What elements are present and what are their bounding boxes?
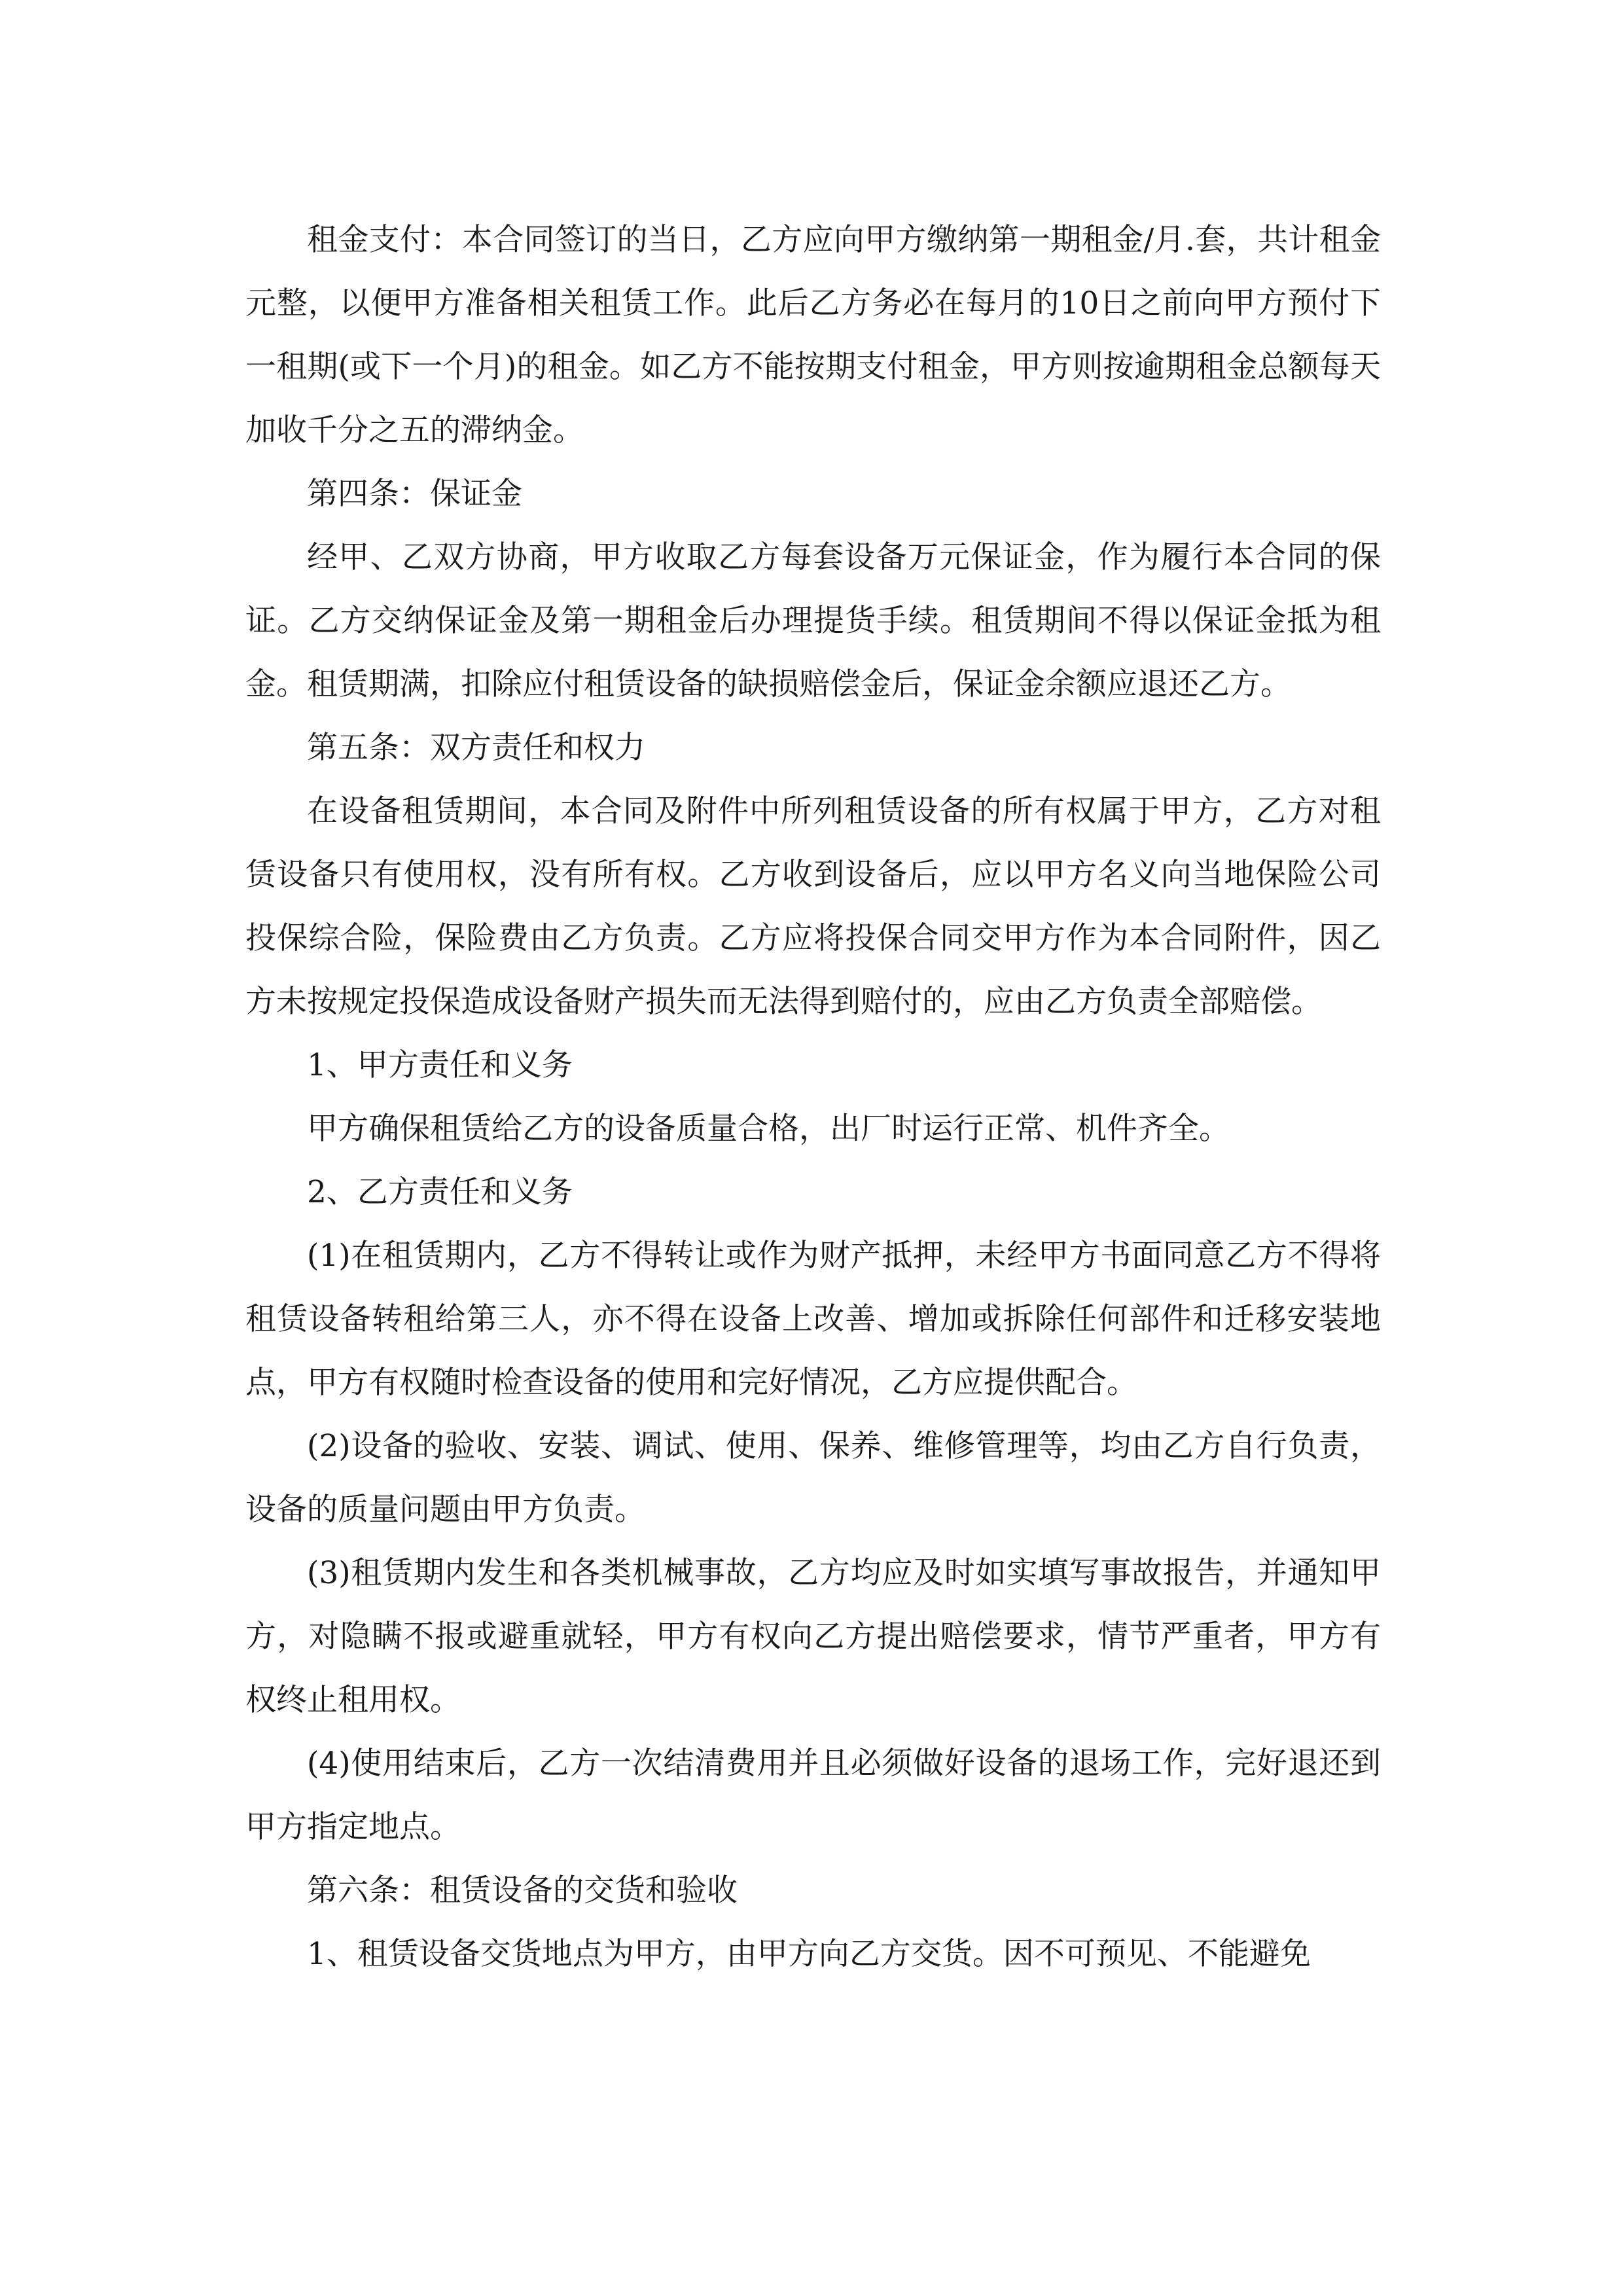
- paragraph-rent-payment: 租金支付：本合同签订的当日，乙方应向甲方缴纳第一期租金/月.套，共计租金元整，以便甲方准备相关租赁工作。此后乙方务必在每月的10日之前向甲方预付下一租期(或下一个月)的租金。如乙方不能按期支付租金，甲方则按逾期租金总额每天加收千分之五的滞纳金。: [245, 222, 1381, 448]
- paragraph-clause-1: (1)在租赁期内，乙方不得转让或作为财产抵押，未经甲方书面同意乙方不得将租赁设备转租给第三人，亦不得在设备上改善、增加或拆除任何部件和迁移安装地点，甲方有权随时检查设备的使用和完好情况，乙方应提供配合。: [245, 1238, 1381, 1401]
- heading-party-b-duties: 2、乙方责任和义务: [307, 1174, 573, 1210]
- paragraph-delivery: 1、租赁设备交货地点为甲方，由甲方向乙方交货。因不可预见、不能避免: [307, 1936, 1311, 1972]
- paragraph-ownership: 在设备租赁期间，本合同及附件中所列租赁设备的所有权属于甲方，乙方对租赁设备只有使用权，没有所有权。乙方收到设备后，应以甲方名义向当地保险公司投保综合险，保险费由乙方负责。乙方应将投保合同交甲方作为本合同附件，因乙方未按规定投保造成设备财产损失而无法得到赔付的，应由乙方负责全部赔偿。: [245, 793, 1381, 1020]
- heading-party-a-duties: 1、甲方责任和义务: [307, 1047, 573, 1083]
- heading-article-4: 第四条：保证金: [307, 476, 522, 512]
- paragraph-clause-3: (3)租赁期内发生和各类机械事故，乙方均应及时如实填写事故报告，并通知甲方，对隐瞒不报或避重就轻，甲方有权向乙方提出赔偿要求，情节严重者，甲方有权终止租用权。: [245, 1555, 1381, 1718]
- paragraph-party-a-guarantee: 甲方确保租赁给乙方的设备质量合格，出厂时运行正常、机件齐全。: [307, 1111, 1230, 1147]
- document-body: [245, 208, 1381, 1986]
- heading-article-6: 第六条：租赁设备的交货和验收: [307, 1873, 738, 1909]
- paragraph-clause-2: (2)设备的验收、安装、调试、使用、保养、维修管理等，均由乙方自行负责，设备的质量问题由甲方负责。: [245, 1428, 1381, 1528]
- paragraph-deposit: 经甲、乙双方协商，甲方收取乙方每套设备万元保证金，作为履行本合同的保证。乙方交纳保证金及第一期租金后办理提货手续。租赁期间不得以保证金抵为租金。租赁期满，扣除应付租赁设备的缺损赔偿金后，保证金余额应退还乙方。: [245, 539, 1381, 702]
- heading-article-5: 第五条：双方责任和权力: [307, 730, 645, 766]
- paragraph-clause-4: (4)使用结束后，乙方一次结清费用并且必须做好设备的退场工作，完好退还到甲方指定地点。: [245, 1746, 1381, 1845]
